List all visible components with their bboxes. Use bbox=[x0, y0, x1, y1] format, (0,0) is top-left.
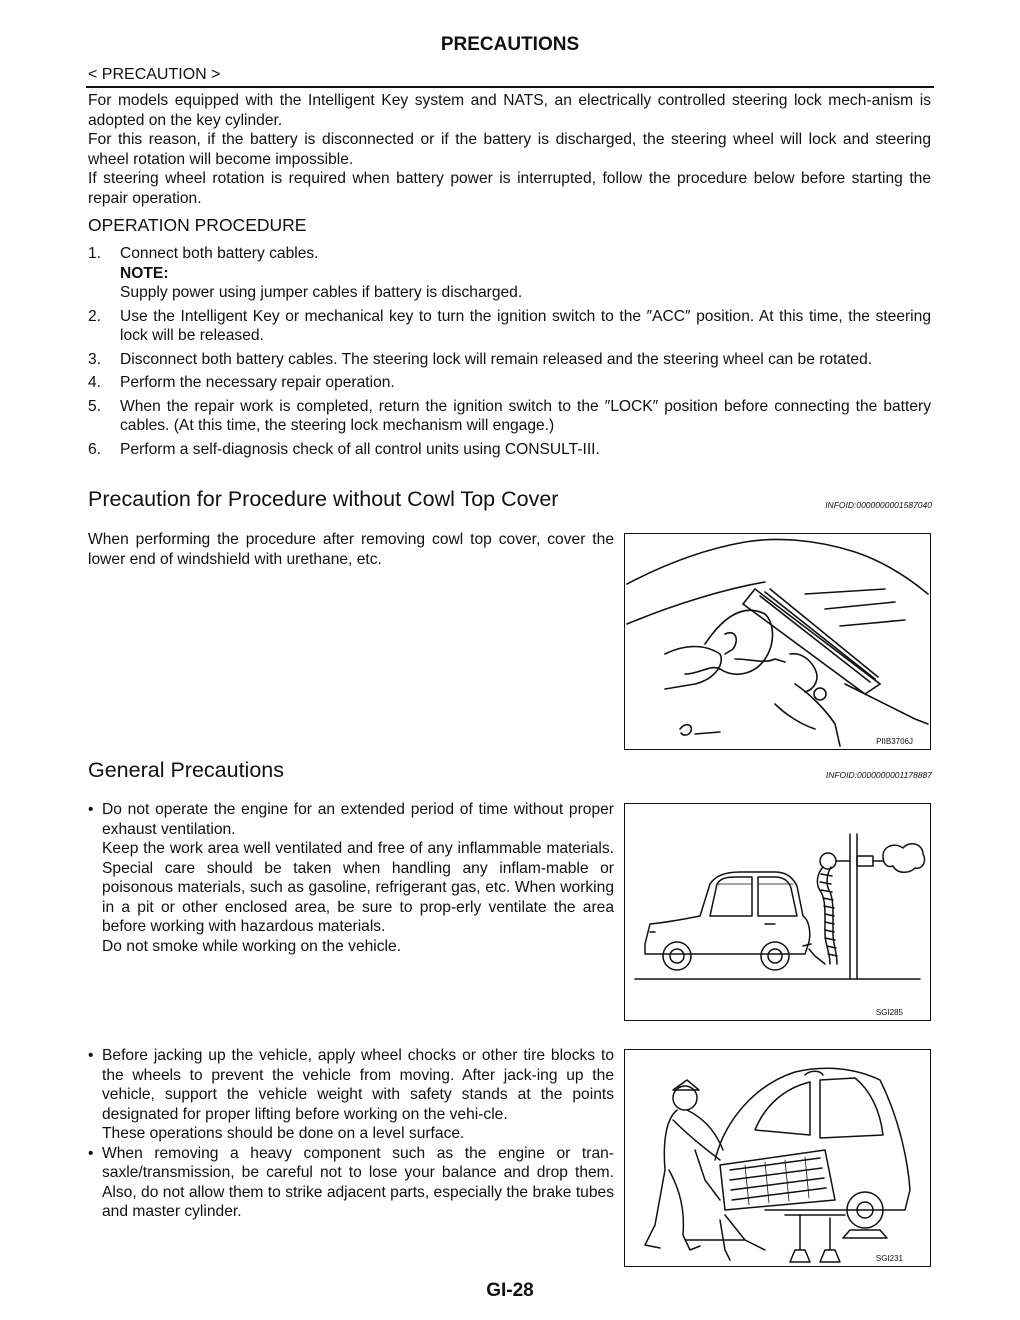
step-number: 1. bbox=[88, 245, 102, 262]
bullet-text: Before jacking up the vehicle, apply wheel chocks or other tire blocks to the wheels to prevent the vehicle from moving. After jack-ing up the vehicle, support the vehicle weight with safety stands at the points designated for proper lifting before working on the vehi-cle. bbox=[102, 1047, 614, 1123]
car-exhaust-ventilation-illustration bbox=[625, 804, 930, 1020]
exhaust-figure-code: SGI285 bbox=[875, 1008, 903, 1017]
bullet-marker: • bbox=[88, 1047, 94, 1064]
note-label: NOTE: bbox=[120, 264, 169, 282]
section-subtitle: < PRECAUTION > bbox=[88, 66, 221, 83]
step-text: Use the Intelligent Key or mechanical key to turn the ignition switch to the ″ACC″ position. At this time, the steering lock will be released. bbox=[120, 307, 931, 344]
step-number: 5. bbox=[88, 397, 102, 415]
cowl-figure-code: PIIB3706J bbox=[876, 737, 913, 746]
jacking-figure-code: SGI231 bbox=[875, 1254, 903, 1263]
intro-paragraph: For models equipped with the Intelligent Key system and NATS, an electrically controlled steering lock mech-anism is adopted on the key cylinder. bbox=[88, 92, 931, 129]
note-text: Supply power using jumper cables if battery is discharged. bbox=[120, 284, 523, 301]
procedure-steps bbox=[88, 244, 931, 463]
step-number: 3. bbox=[88, 350, 102, 368]
bullet-item bbox=[88, 1046, 614, 1144]
cowl-figure bbox=[624, 533, 931, 750]
cowl-text: When performing the procedure after removing cowl top cover, cover the lower end of windshield with urethane, etc. bbox=[88, 531, 614, 568]
procedure-step bbox=[88, 397, 931, 436]
bullet-text: Do not smoke while working on the vehicle. bbox=[102, 937, 402, 955]
step-text: Perform the necessary repair operation. bbox=[120, 374, 395, 391]
intro-paragraph: If steering wheel rotation is required when battery power is interrupted, follow the procedure below before starting the repair operation. bbox=[88, 170, 931, 207]
step-number: 4. bbox=[88, 374, 102, 391]
procedure-step bbox=[88, 244, 931, 303]
operation-procedure-heading: OPERATION PROCEDURE bbox=[88, 215, 307, 235]
intro-text bbox=[88, 91, 931, 208]
page-header-title: PRECAUTIONS bbox=[440, 34, 580, 55]
step-text: When the repair work is completed, return the ignition switch to the ″LOCK″ position before connecting the battery cables. (At this time, the steering lock mechanism will engage.) bbox=[120, 397, 931, 434]
bullet-item bbox=[88, 1144, 614, 1222]
bullet-marker: • bbox=[88, 801, 94, 818]
general-section-title: General Precautions bbox=[88, 758, 284, 782]
jacking-precautions bbox=[88, 1046, 614, 1222]
step-text: Connect both battery cables. bbox=[120, 245, 319, 262]
bullet-text: When removing a heavy component such as the engine or tran-saxle/transmission, be careful not to lose your balance and drop them. Also, do not allow them to strike adjacent parts, especially the brake tubes and master cylinder. bbox=[102, 1144, 614, 1220]
step-number: 6. bbox=[88, 440, 102, 458]
bullet-item bbox=[88, 800, 614, 956]
cowl-section-title: Precaution for Procedure without Cowl Top Cover bbox=[88, 487, 559, 511]
step-number: 2. bbox=[88, 307, 102, 325]
jacking-figure bbox=[624, 1049, 931, 1267]
intro-paragraph: For this reason, if the battery is disconnected or if the battery is discharged, the steering wheel will lock and steering wheel rotation will become impossible. bbox=[88, 131, 931, 168]
bullet-text: Do not operate the engine for an extended period of time without proper exhaust ventilation. bbox=[102, 801, 614, 838]
page-number: GI-28 bbox=[486, 1280, 534, 1301]
jacked-vehicle-illustration bbox=[625, 1050, 930, 1266]
procedure-step bbox=[88, 307, 931, 346]
procedure-step bbox=[88, 373, 931, 393]
cowl-info-id: INFOID:0000000001587040 bbox=[825, 500, 932, 510]
step-text: Perform a self-diagnosis check of all control units using CONSULT-III. bbox=[120, 440, 600, 458]
procedure-step bbox=[88, 350, 931, 370]
ventilation-precaution bbox=[88, 800, 614, 956]
header-rule bbox=[86, 86, 934, 88]
windshield-cover-illustration bbox=[625, 534, 930, 749]
exhaust-figure bbox=[624, 803, 931, 1021]
step-text: Disconnect both battery cables. The steering lock will remain released and the steering wheel can be rotated. bbox=[120, 350, 873, 368]
bullet-marker: • bbox=[88, 1144, 94, 1162]
procedure-step bbox=[88, 440, 931, 460]
bullet-text: These operations should be done on a level surface. bbox=[102, 1125, 465, 1142]
bullet-text: Keep the work area well ventilated and free of any inflammable materials. Special care should be taken when handling any inflam-mable or poisonous materials, such as gasoline, refrigerant gas, etc. When working in a pit or other enclosed area, be sure to prop-erly ventilate the area before working with hazardous materials. bbox=[102, 840, 614, 935]
general-info-id: INFOID:0000000001178887 bbox=[825, 770, 932, 780]
